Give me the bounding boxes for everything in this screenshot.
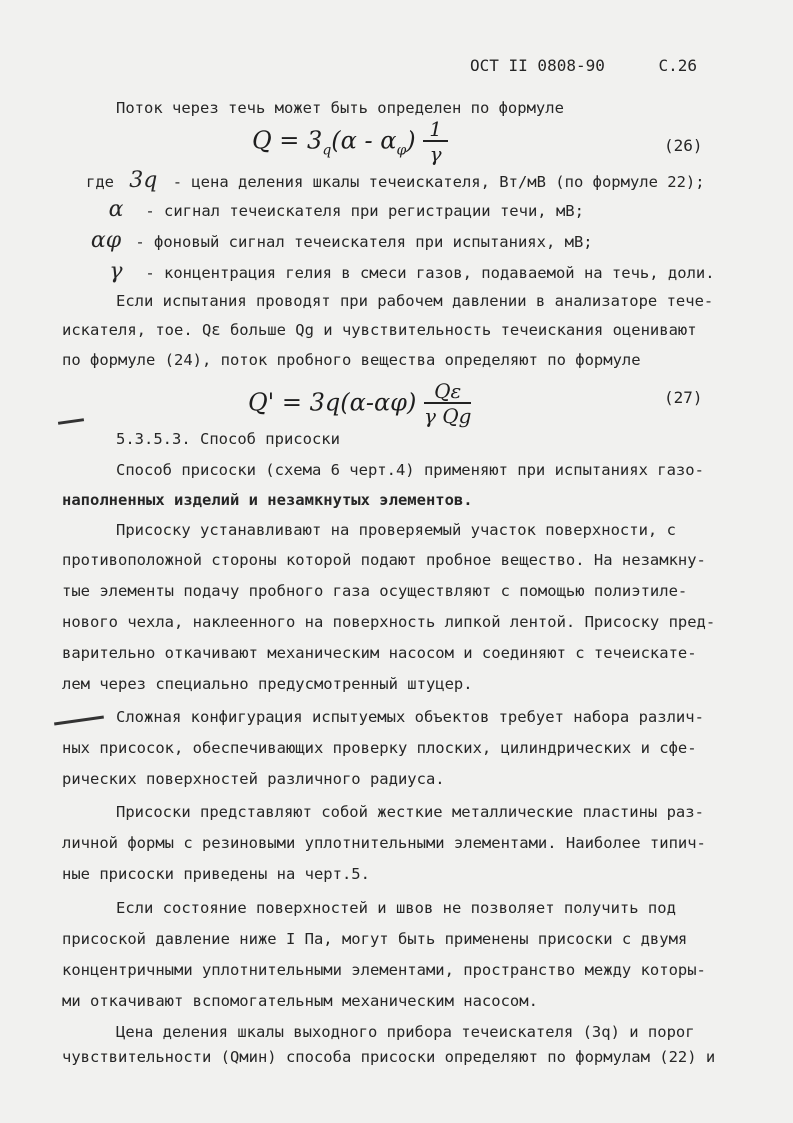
paragraph-line: Если состояние поверхностей и швов не позволяет получить под: [116, 899, 676, 917]
paragraph-line: личной формы с резиновыми уплотнительными элементами. Наиболее типич-: [62, 834, 706, 852]
paragraph-line: Присоски представляют собой жесткие металлические пластины раз-: [116, 803, 704, 821]
where-item: αφ - фоновый сигнал течеискателя при испытаниях, мВ;: [90, 228, 593, 253]
page-header: [470, 56, 697, 75]
formula-26-close: ): [406, 126, 416, 155]
where-item: где 3q - цена деления шкалы течеискателя, Вт/мВ (по формуле 22);: [86, 168, 705, 193]
paragraph-line: наполненных изделий и незамкнутых элементов.: [62, 491, 473, 509]
section-heading: 5.3.5.3. Способ присоски: [116, 430, 340, 448]
paragraph-line: Присоску устанавливают на проверяемый участок поверхности, с: [116, 521, 676, 539]
formula-26-fraction: [423, 118, 448, 166]
paragraph-line: ные присоски приведены на черт.5.: [62, 865, 370, 883]
paragraph-line: присоской давление ниже I Па, могут быть применены присоски с двумя: [62, 930, 688, 948]
formula-26-num: 1: [423, 118, 448, 142]
formula-26-lhs: Q = 3: [252, 126, 323, 155]
paragraph-line: варительно откачивают механическим насосом и соединяют с течеискате-: [62, 644, 697, 662]
paragraph-line: тые элементы подачу пробного газа осуществляют с помощью полиэтиле-: [62, 582, 688, 600]
paragraph-line: Если испытания проводят при рабочем давлении в анализаторе тече-: [116, 292, 714, 310]
margin-mark: [58, 418, 84, 425]
paragraph-line: нового чехла, наклеенного на поверхность липкой лентой. Присоску пред-: [62, 613, 716, 631]
formula-27: [248, 380, 471, 428]
where-item: α - сигнал течеискателя при регистрации течи, мВ;: [108, 197, 584, 222]
paragraph-line: рических поверхностей различного радиуса.: [62, 770, 445, 788]
formula-26-den: γ: [429, 142, 442, 166]
page-number: С.26: [658, 56, 698, 75]
formula-26-subf: φ: [396, 142, 407, 159]
equation-number-26: (26): [664, 136, 703, 155]
intro-text: Поток через течь может быть определен по формуле: [116, 99, 564, 117]
paragraph-line: ми откачивают вспомогательным механическим насосом.: [62, 992, 538, 1010]
formula-27-num: Qε: [424, 380, 472, 404]
paragraph-line: лем через специально предусмотренный штуцер.: [62, 675, 473, 693]
formula-27-den: γ Qg: [423, 404, 472, 428]
paragraph-line: по формуле (24), поток пробного вещества определяют по формуле: [62, 351, 641, 369]
where-item: γ - концентрация гелия в смеси газов, подаваемой на течь, доли.: [109, 259, 715, 284]
formula-27-fraction: [424, 380, 472, 428]
paragraph-line: Сложная конфигурация испытуемых объектов требует набора различ-: [116, 708, 704, 726]
paragraph-line: искателя, тое. Qε больше Qg и чувствительность течеискания оценивают: [62, 321, 697, 339]
paragraph-line: чувствительности (Qмин) способа присоски определяют по формулам (22) и: [62, 1048, 716, 1066]
paragraph-line: противоположной стороны которой подают пробное вещество. На незамкну-: [62, 551, 706, 569]
margin-mark: [54, 716, 104, 726]
paragraph-line: Цена деления шкалы выходного прибора течеискателя (3q) и порог: [116, 1023, 695, 1041]
formula-26: [252, 118, 448, 166]
doc-number: ОСТ II 0808-90: [470, 56, 605, 75]
formula-26-sub: q: [322, 142, 332, 159]
formula-26-mid: (α - α: [331, 126, 397, 155]
formula-27-lhs: Q' = 3q(α-αφ): [248, 388, 417, 417]
paragraph-line: Способ присоски (схема 6 черт.4) применяют при испытаниях газо-: [116, 461, 704, 479]
equation-number-27: (27): [664, 388, 703, 407]
paragraph-line: концентричными уплотнительными элементами, пространство между которы-: [62, 961, 706, 979]
paragraph-line: ных присосок, обеспечивающих проверку плоских, цилиндрических и сфе-: [62, 739, 697, 757]
